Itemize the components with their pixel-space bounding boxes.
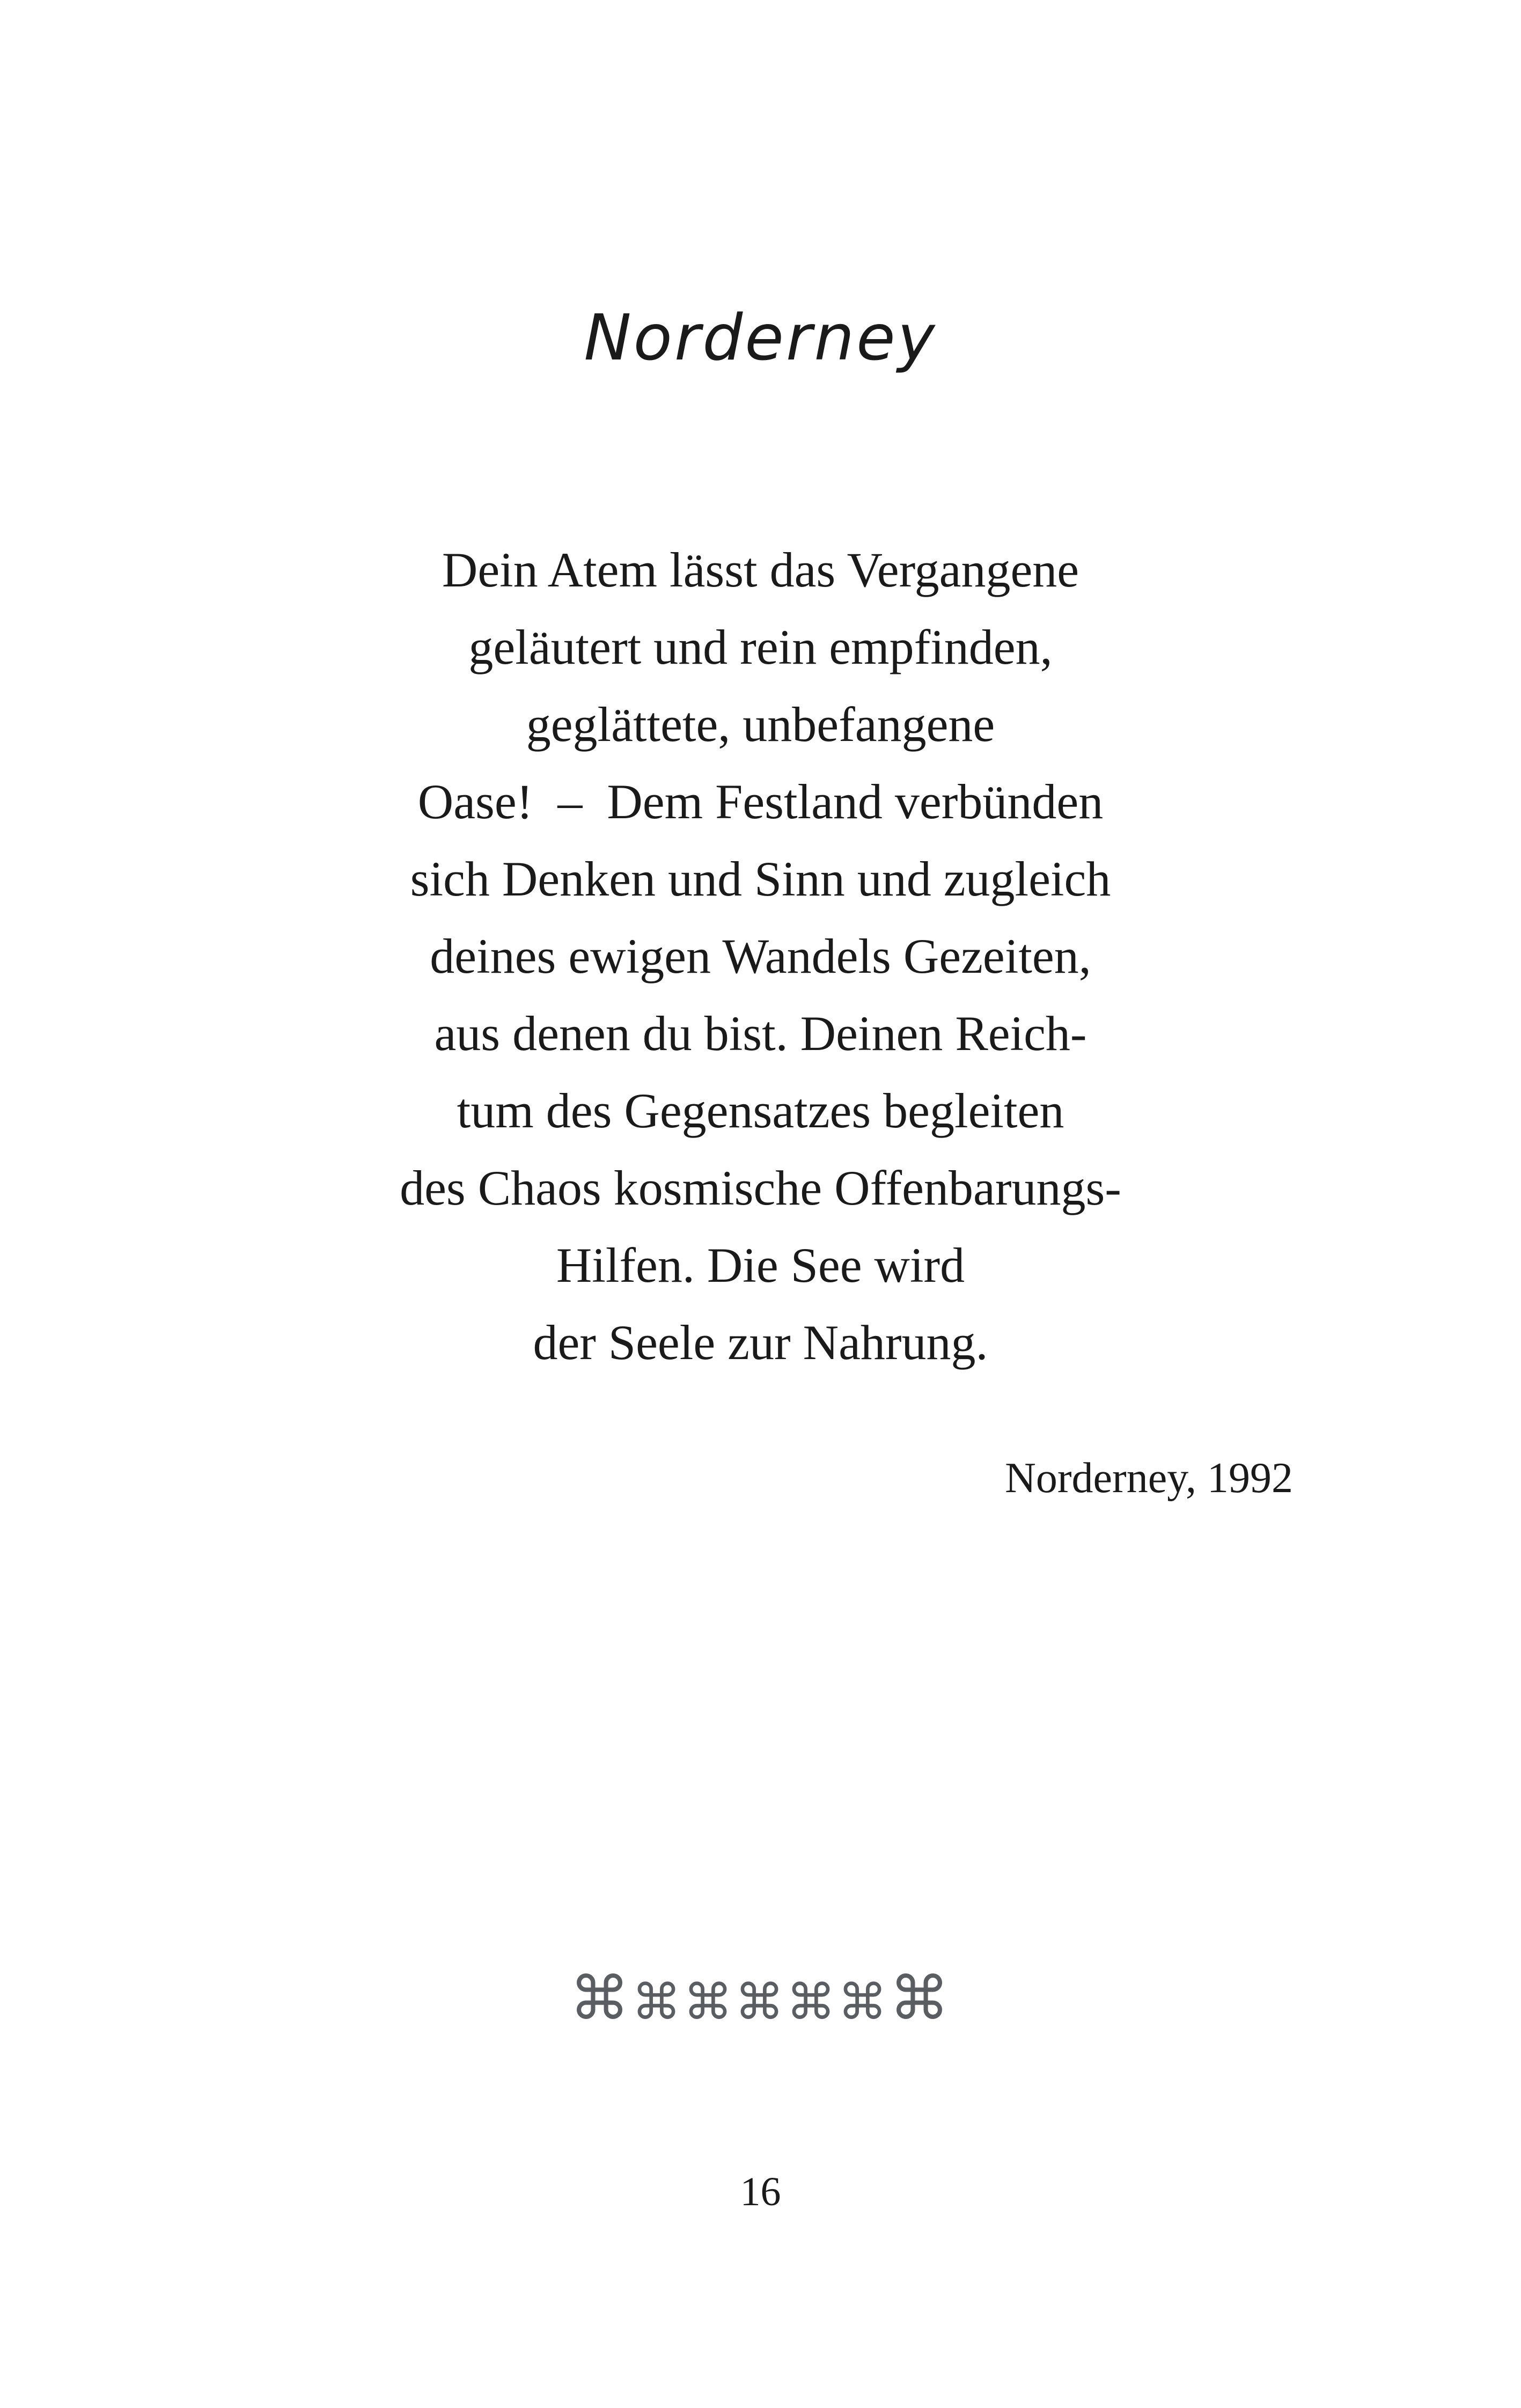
- ornament-divider: [0, 1964, 1521, 2033]
- place-of-interest-icon: ⌘: [786, 1973, 838, 2031]
- place-of-interest-icon: ⌘: [683, 1973, 735, 2031]
- poem-line: Dein Atem lässt das Vergangene: [442, 542, 1079, 597]
- poem-line: geglättete, unbefangene: [526, 697, 995, 752]
- poem-line: sich Denken und Sinn und zugleich: [410, 851, 1111, 906]
- poem-body: [0, 531, 1521, 1381]
- place-of-interest-icon: ⌘: [631, 1973, 684, 2031]
- place-of-interest-icon: ⌘: [889, 1964, 952, 2033]
- poem-title: Norderney: [584, 300, 937, 375]
- poem-line: des Chaos kosmische Offenbarungs-: [400, 1161, 1121, 1215]
- poem-line: tum des Gegensatzes begleiten: [457, 1083, 1064, 1138]
- poem-line: der Seele zur Nahrung.: [533, 1315, 988, 1370]
- place-of-interest-icon: ⌘: [734, 1973, 787, 2031]
- place-of-interest-icon: ⌘: [837, 1973, 890, 2031]
- poem-line: Oase! – Dem Festland verbünden: [417, 774, 1104, 829]
- page-number: 16: [740, 2169, 781, 2214]
- poem-line: Hilfen. Die See wird: [556, 1238, 965, 1293]
- poem-signature: Norderney, 1992: [1005, 1455, 1293, 1502]
- place-of-interest-icon: ⌘: [569, 1964, 632, 2033]
- poem-line: geläutert und rein empfinden,: [468, 620, 1053, 674]
- poem-line: aus denen du bist. Deinen Reich-: [434, 1006, 1087, 1061]
- poem-line: deines ewigen Wandels Gezeiten,: [430, 929, 1091, 983]
